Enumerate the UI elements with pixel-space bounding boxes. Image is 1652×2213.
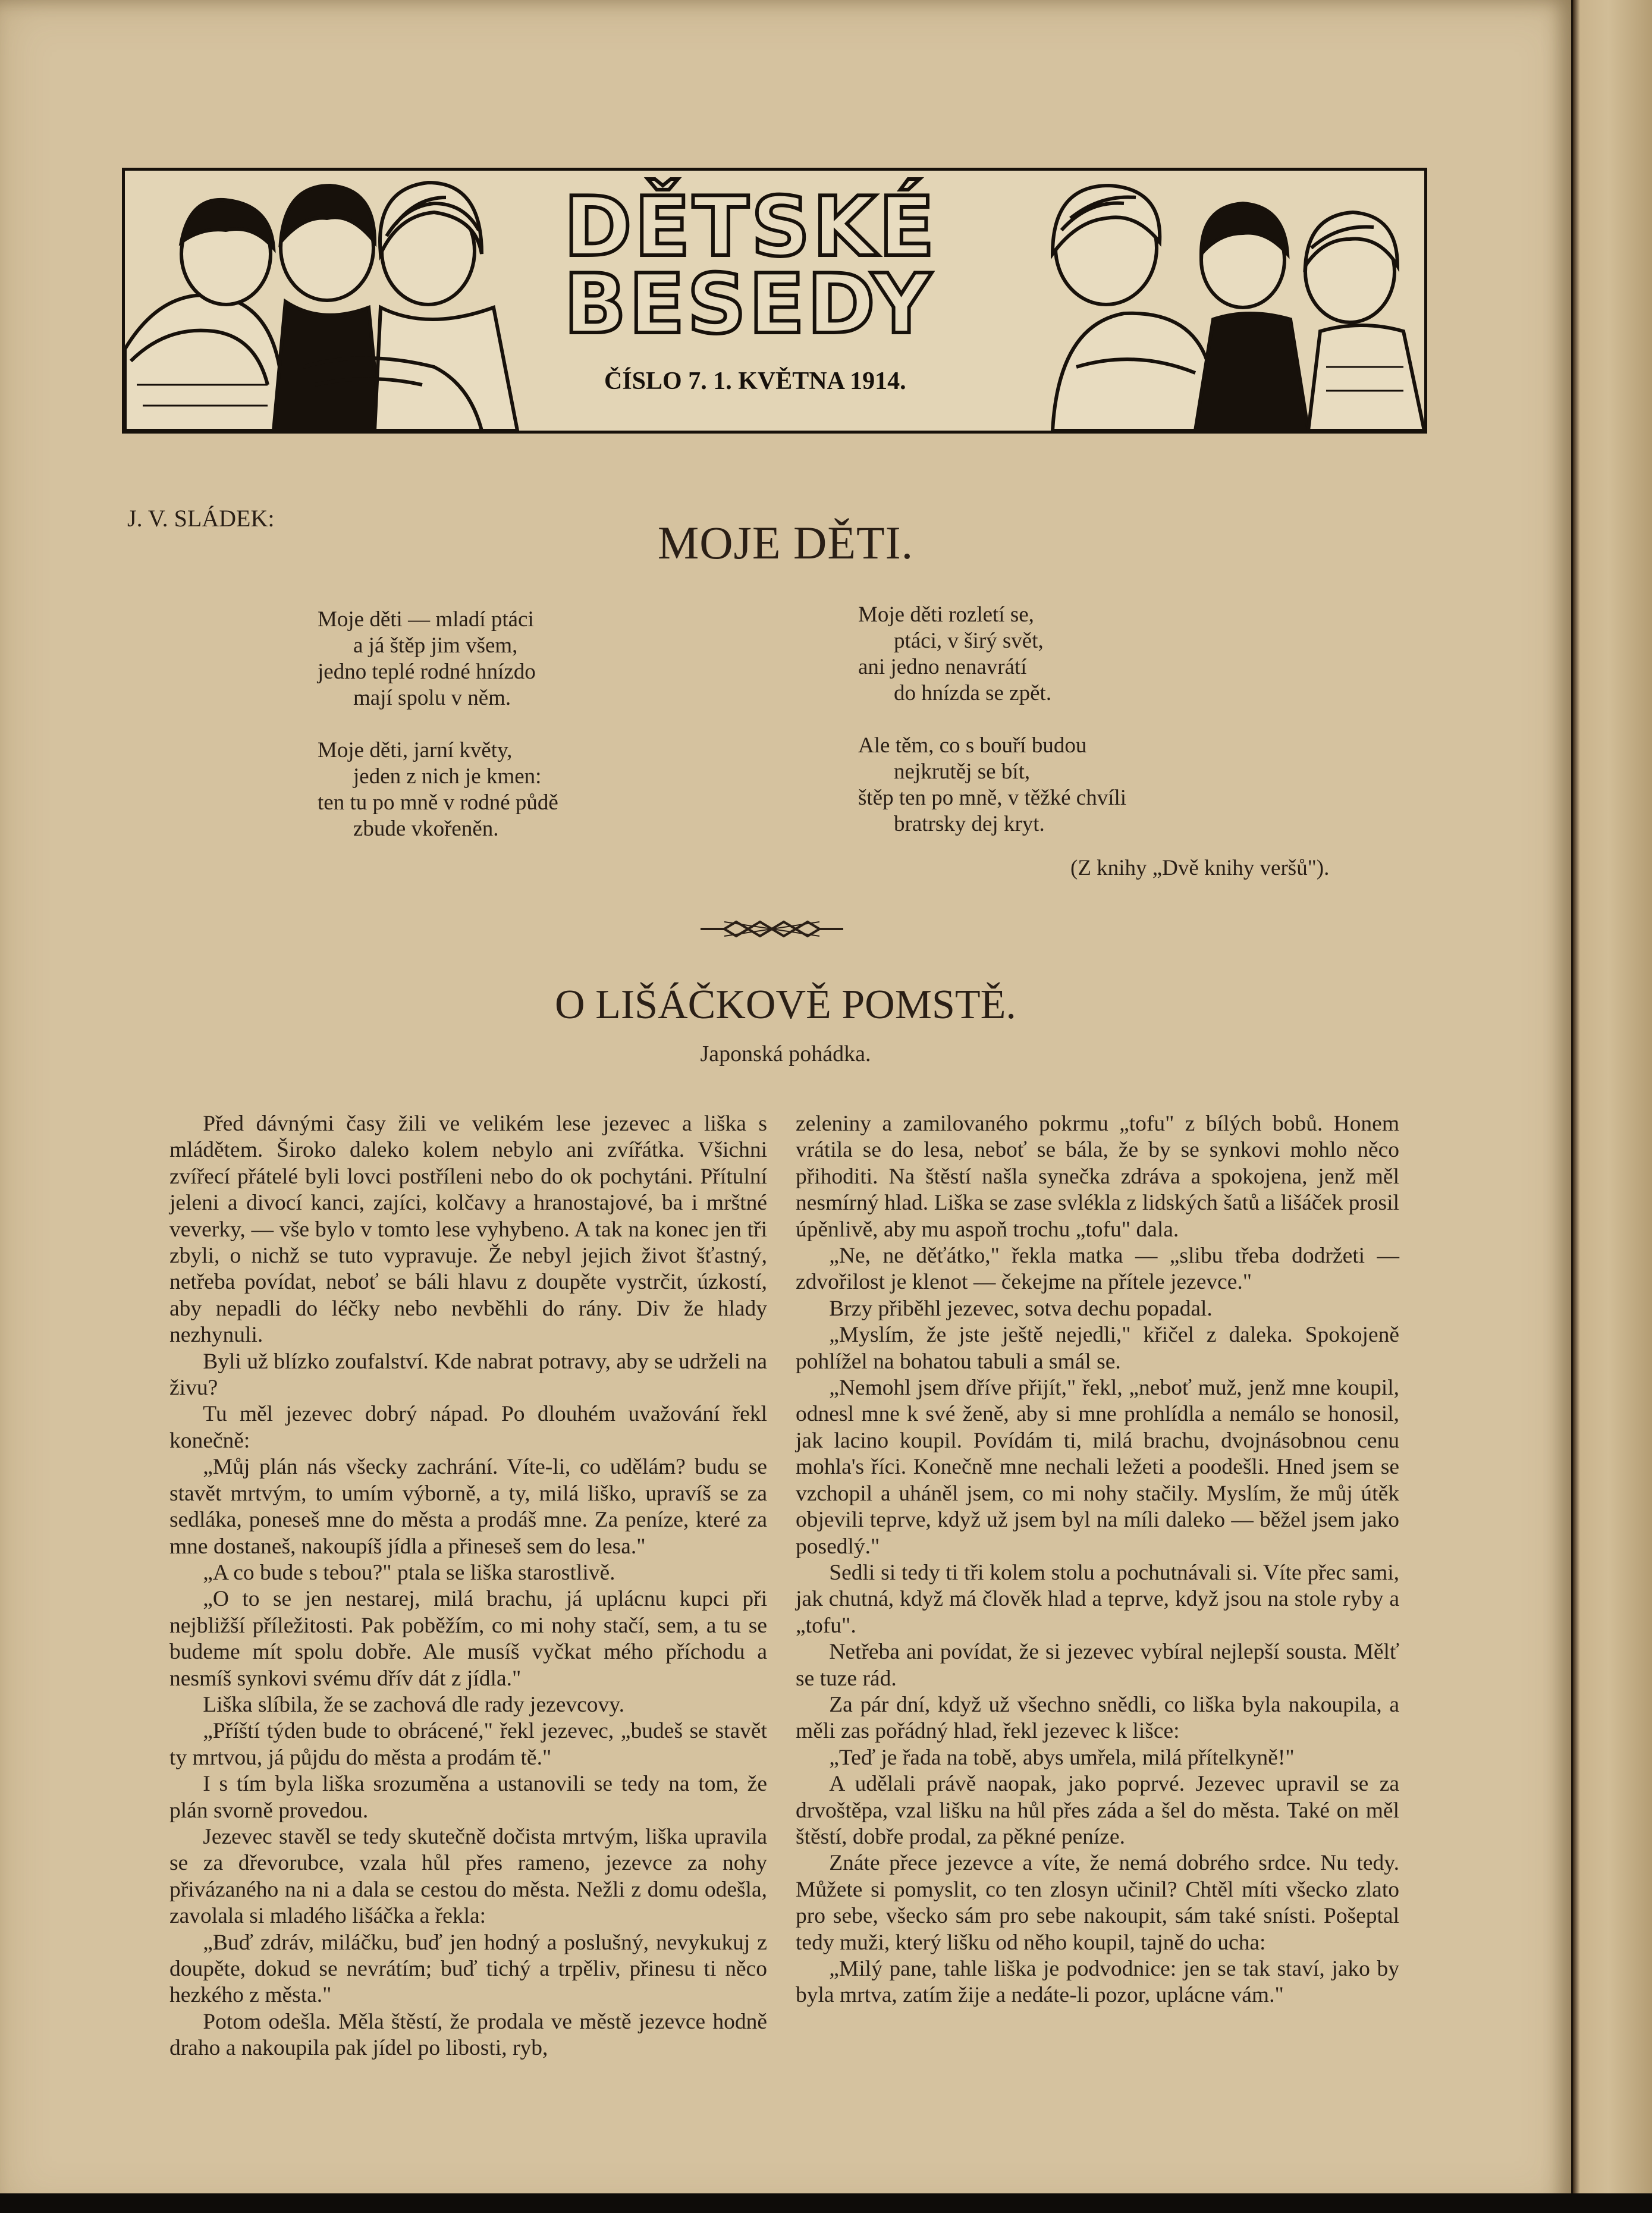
poem-right-column	[858, 602, 1126, 864]
poem-left-column	[318, 607, 558, 868]
poem-line: štěp ten po mně, v těžké chvíli	[858, 786, 1127, 810]
poem-line: ten tu po mně v rodné půdě	[318, 790, 558, 815]
poem-line: mají spolu v něm.	[353, 686, 511, 710]
poem-line: nejkrutěj se bít,	[894, 759, 1031, 784]
paragraph: „Příští týden bude to obrácené," řekl jezevec, „budeš se stavět ty mrtvou, já půjdu do města a prodám tě."	[169, 1719, 767, 1770]
masthead-title-line2: BESEDY	[564, 256, 934, 352]
poem-title: MOJE DĚTI.	[657, 517, 914, 569]
paragraph: Netřeba ani povídat, že si jezevec vybíral nejlepší sousta. Mělť se tuze rád.	[796, 1640, 1399, 1691]
paragraph: „Buď zdráv, miláčku, buď jen hodný a poslušný, nevykukuj z doupěte, dokud se nevrátím; buď tichý a trpěliv, přinesu ti něco hezkého z města."	[169, 1930, 767, 2008]
poem-line: bratrsky dej kryt.	[894, 812, 1045, 836]
masthead-title-line1: DĚTSKÉ	[564, 179, 937, 275]
poem-line: ani jedno nenavrátí	[858, 655, 1027, 679]
scan-bottom-edge	[0, 2193, 1652, 2213]
paragraph: Sedli si tedy ti tři kolem stolu a pochutnávali si. Víte přec sami, jak chutná, když má člověk hlad a teprve, když jsou na stole ryby a „tofu".	[796, 1560, 1399, 1638]
poem-line: jeden z nich je kmen:	[353, 764, 542, 789]
paragraph: I s tím byla liška srozuměna a ustanovili se tedy na tom, že plán svorně provedou.	[169, 1772, 767, 1823]
paragraph: „Myslím, že jste ještě nejedli," křičel z daleka. Spokojeně pohlížel na bohatou tabuli a smál se.	[796, 1323, 1399, 1374]
story-subtitle: Japonská pohádka.	[700, 1041, 871, 1066]
poem-line: a já štěp jim všem,	[353, 633, 518, 658]
poem-line: jedno teplé rodné hnízdo	[318, 660, 536, 684]
poem-line: Moje děti, jarní květy,	[318, 738, 513, 762]
issue-date: ČÍSLO 7. 1. KVĚTNA 1914.	[604, 368, 906, 395]
paragraph: „Ne, ne děťátko," řekla matka — „slibu třeba dodržeti — zdvořilost je klenot — čekejme na přítele jezevce."	[796, 1244, 1399, 1295]
paragraph: „A co bude s tebou?" ptala se liška starostlivě.	[203, 1560, 615, 1585]
poem-line: ptáci, v širý svět,	[894, 629, 1044, 653]
poem-line: Moje děti rozletí se,	[858, 602, 1034, 627]
paragraph: Byli už blízko zoufalství. Kde nabrat potravy, aby se udrželi na živu?	[169, 1349, 767, 1401]
paragraph: Potom odešla. Měla štěstí, že prodala ve městě jezevce hodně draho a nakoupila pak jídel po libosti, ryb,	[169, 2009, 767, 2061]
story-title: O LIŠÁČKOVĚ POMSTĚ.	[555, 982, 1016, 1028]
poem-stanza	[318, 607, 558, 711]
ornament-divider	[701, 917, 843, 941]
paragraph: „Milý pane, tahle liška je podvodnice: jen se tak staví, jako by byla mrtva, zatím žije a nedáte-li pozor, uplácne vám."	[796, 1957, 1399, 2008]
paragraph: „O to se jen nestarej, milá brachu, já uplácnu kupci při nejbližší příležitosti. Pak poběžím, co mi nohy stačí, sem, a tu se budeme mít spolu dobře. Ale musíš vyčkat mého příchodu a nesmíš synkovi svému dřív dát z jídla."	[169, 1587, 767, 1691]
paragraph: Znáte přece jezevce a víte, že nemá dobrého srdce. Nu tedy. Můžete si pomyslit, co ten zlosyn učinil? Chtěl míti všecko zlato pro sebe, všecko sám pro sebe nakoupit, sám také snísti. Pošeptal tedy muži, který lišku od něho koupil, tajně do ucha:	[796, 1851, 1399, 1955]
masthead-banner	[122, 168, 1427, 434]
paragraph: Liška slíbila, že se zachová dle rady jezevcovy.	[203, 1692, 624, 1717]
poem-line: Ale těm, co s bouří budou	[858, 733, 1087, 758]
paragraph: zeleniny a zamilovaného pokrmu „tofu" z bílých bobů. Honem vrátila se do lesa, neboť se bála, že by se synkovi mohlo něco přihoditi. Na štěstí našla synečka zdráva a spokojena, jenž měl nesmírný hlad. Liška se zase svlékla z lidských šatů a lišáček prosil úpěnlivě, aby mu aspoň trochu „tofu" dala.	[796, 1112, 1399, 1242]
paragraph: Za pár dní, když už všechno snědli, co liška byla nakoupila, a měli zas pořádný hlad, řekl jezevec k lišce:	[796, 1692, 1399, 1744]
paragraph: Tu měl jezevec dobrý nápad. Po dlouhém uvažování řekl konečně:	[169, 1402, 767, 1453]
paragraph: „Teď je řada na tobě, abys umřela, milá přítelkyně!"	[829, 1745, 1295, 1770]
paragraph: Brzy přiběhl jezevec, sotva dechu popadal.	[829, 1296, 1213, 1321]
paragraph: Jezevec stavěl se tedy skutečně dočista mrtvým, liška upravila se za dřevorubce, vzala hůl přes rameno, jezevce za nohy přivázaného na ni a dala se cestou do města. Nežli z domu odešla, zavolala si mladého lišáčka a řekla:	[169, 1824, 767, 1929]
paragraph: „Nemohl jsem dříve přijít," řekl, „neboť muž, jenž mne koupil, odnesl mne k své ženě, aby si mne prohlídla a nemálo se honosil, jak lacino koupil. Povídám ti, milá brachu, dvojnásobnou cenu mohla's říci. Konečně mne nechali ležeti a poodešli. Hned jsem se vzchopil a uháněl jsem, co mi nohy stačily. Myslím, že můj útěk objevili teprve, když už jsem byl na míli daleko — běžel jsem jako posedlý."	[796, 1376, 1399, 1559]
paragraph: Před dávnými časy žili ve velikém lese jezevec a liška s mládětem. Široko daleko kolem nebylo ani zvířátka. Všichni zvířecí přátelé byli lovci postříleni nebo do ok pochytáni. Přítulní jeleni a divocí kanci, zajíci, kolčavy a hranostajové, ba i mrštné veverky, — vše bylo v tomto lese vyhybeno. A tak na konec jen tři zbyli, o nichž se tuto vypravuje. Že nebyl jejich život šťastný, netřeba povídat, neboť se báli hlavu z doupěte vystrčit, úzkostí, aby nepadli do léčky nebo nevběhli do rány. Div že hlady nezhynuli.	[169, 1112, 767, 1348]
paragraph: „Můj plán nás všecky zachrání. Víte-li, co udělám? budu se stavět mrtvým, to umím výborně, a ty, milá liško, upravíš se za sedláka, poneseš mne do města a prodáš mne. Za peníze, které za mne dostaneš, nakoupíš jídla a přineseš sem do lesa."	[169, 1455, 767, 1559]
poem-line: do hnízda se zpět.	[894, 681, 1052, 705]
poem-line: Moje děti — mladí ptáci	[318, 607, 534, 632]
poem-stanza	[858, 733, 1126, 837]
poem-line: zbude vkořeněn.	[353, 817, 499, 841]
poem-stanza	[318, 737, 558, 842]
poem-stanza	[858, 602, 1126, 707]
poem-source: (Z knihy „Dvě knihy veršů").	[1070, 856, 1330, 880]
story-right-column	[796, 1111, 1399, 2009]
paragraph: A udělali právě naopak, jako poprvé. Jezevec upravil se za drvoštěpa, vzal lišku na hůl přes záda a šel do města. Také on měl štěstí, dobře prodal, za pěkné peníze.	[796, 1772, 1399, 1849]
adjacent-page-edge	[1573, 0, 1652, 2213]
story-left-column	[169, 1111, 767, 2062]
poem-author: J. V. SLÁDEK:	[127, 505, 275, 532]
